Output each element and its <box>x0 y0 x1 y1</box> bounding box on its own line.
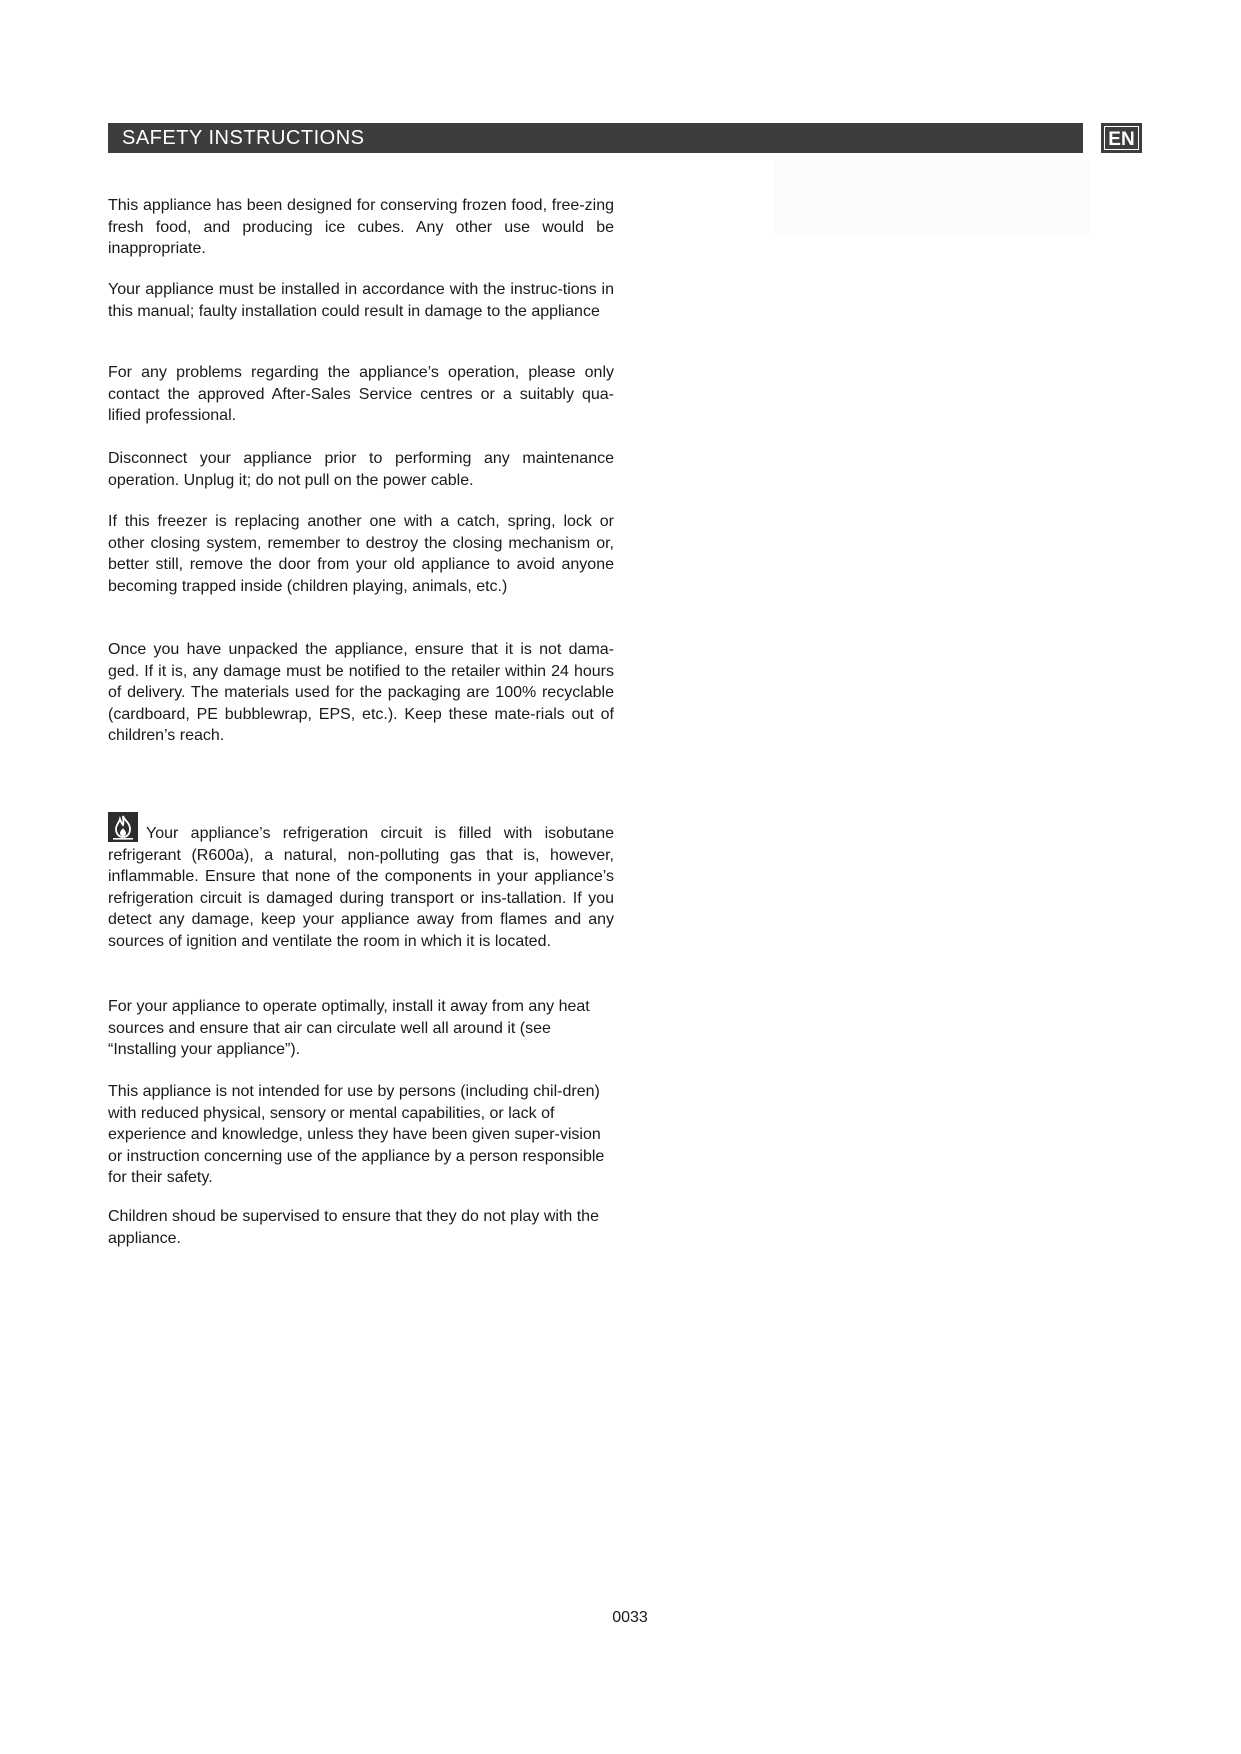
paragraph-old-appliance: If this freezer is replacing another one with a catch, spring, lock or other closing system, remember to destroy the closing mechanism or, better still, remove the door from your old appliance to avoid anyone becoming trapped inside (children playing, animals, etc.) <box>108 513 614 595</box>
paragraph-after-sales: For any problems regarding the appliance’s operation, please only contact the approved After-Sales Service centres or a suitably qua-lified professional. <box>108 364 614 424</box>
paragraph-children: Children shoud be supervised to ensure that they do not play with the appliance. <box>108 1208 599 1247</box>
refrigerant-text: Your appliance’s refrigeration circuit is filled with isobutane refrigerant (R600a), a natural, non-polluting gas that is, however, inflammable. Ensure that none of the components in your appliance’s refrigeration circuit is damaged during transport or ins-tallation. If you detect any damage, keep your appliance away from flames and any sources of ignition and ventilate the room in which it is located. <box>108 825 614 950</box>
flammable-warning-icon <box>108 812 138 842</box>
language-badge: EN <box>1101 123 1142 153</box>
faint-background-block <box>775 160 1090 235</box>
paragraph-unpacking: Once you have unpacked the appliance, ensure that it is not dama-ged. If it is, any damage must be notified to the retailer within 24 hours of delivery. The materials used for the packaging are 100% recyclable (cardboard, PE bubblewrap, EPS, etc.). Keep these mate-rials out of children’s reach. <box>108 641 614 744</box>
page-number: 0033 <box>612 1609 648 1626</box>
paragraph-disconnect: Disconnect your appliance prior to performing any maintenance operation. Unplug it; do not pull on the power cable. <box>108 450 614 489</box>
paragraph-intended-use: This appliance has been designed for conserving frozen food, free-zing fresh food, and producing ice cubes. Any other use would be inappropriate. <box>108 197 614 257</box>
paragraph-installation: Your appliance must be installed in accordance with the instruc-tions in this manual; faulty installation could result in damage to the appliance <box>108 281 614 320</box>
section-title-bar: SAFETY INSTRUCTIONS <box>108 123 1083 153</box>
paragraph-persons-capabilities: This appliance is not intended for use by persons (including chil-dren) with reduced physical, sensory or mental capabilities, or lack of experience and knowledge, unless they have been given super-vision or instruction concerning use of the appliance by a person responsible for their safety. <box>108 1083 605 1186</box>
paragraph-operation: For your appliance to operate optimally, install it away from any heat sources and ensure that air can circulate well all around it (see “Installing your appliance”). <box>108 998 590 1058</box>
paragraph-refrigerant <box>108 812 614 952</box>
